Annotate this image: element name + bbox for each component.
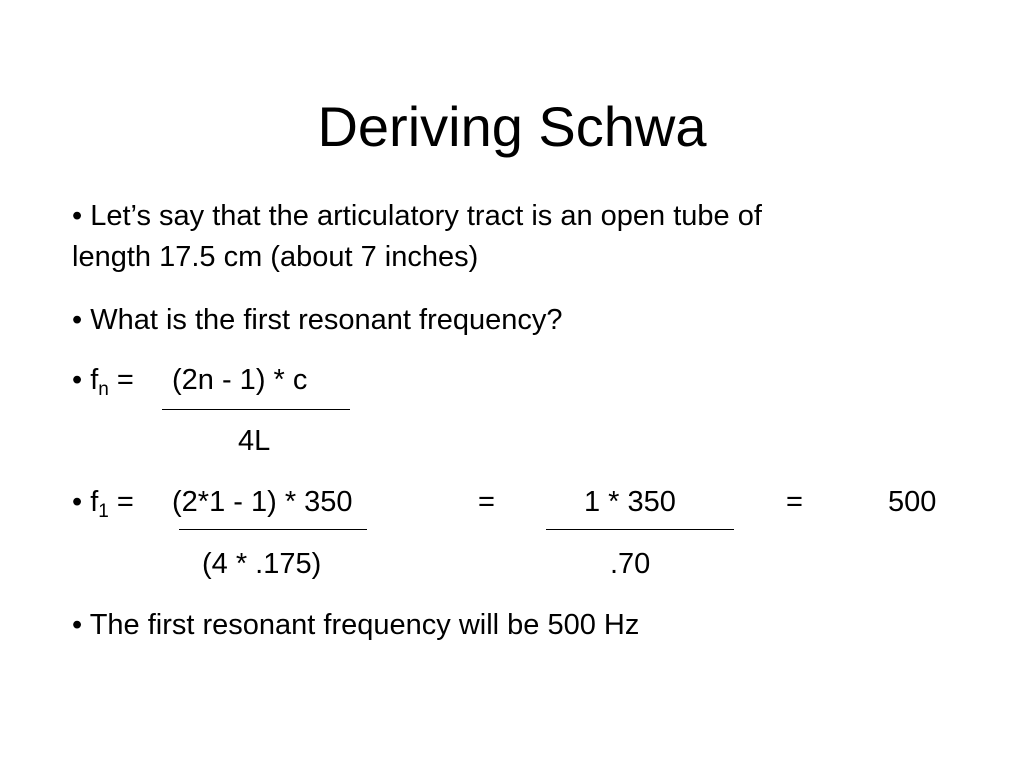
bullet-1-line-2: length 17.5 cm (about 7 inches) <box>72 241 479 273</box>
calculation-fraction-bar-2 <box>546 529 734 530</box>
calculation-denominator-1: (4 * .175) <box>202 548 322 580</box>
bullet-2-text: What is the first resonant frequency? <box>90 304 563 336</box>
calculation-fraction-bar-1 <box>179 529 367 530</box>
formula-equals: = <box>116 364 134 396</box>
bullet-1-text: Let’s say that the articulatory tract is an open tube of <box>90 200 762 232</box>
formula-fraction-bar <box>162 409 350 410</box>
formula-numerator: (2n - 1) * c <box>172 364 308 396</box>
bullet-conclusion <box>72 607 639 643</box>
calculation-equals-3: = <box>786 486 803 518</box>
formula-denominator: 4L <box>238 425 271 457</box>
formula-variable: f <box>90 364 99 396</box>
calculation-numerator-2: 1 * 350 <box>584 486 676 518</box>
calculation-equals-2: = <box>478 486 495 518</box>
formula-lhs <box>72 362 134 398</box>
calculation-subscript: 1 <box>98 501 109 522</box>
calculation-result: 500 <box>888 486 937 518</box>
slide-title: Deriving Schwa <box>317 95 707 158</box>
formula-subscript: n <box>98 379 109 400</box>
bullet-conclusion-text: The first resonant frequency will be 500 Hz <box>89 609 640 641</box>
bullet-marker: • <box>72 609 83 641</box>
bullet-1-line-1 <box>72 198 762 234</box>
calculation-equals-1: = <box>116 486 134 518</box>
bullet-marker: • <box>72 304 83 336</box>
calculation-denominator-2: .70 <box>610 548 651 580</box>
bullet-marker: • <box>72 486 83 518</box>
bullet-2 <box>72 302 563 338</box>
calculation-lhs <box>72 484 134 520</box>
calculation-numerator-1: (2*1 - 1) * 350 <box>172 486 353 518</box>
calculation-variable: f <box>90 486 99 518</box>
bullet-marker: • <box>72 200 83 232</box>
bullet-marker: • <box>72 364 83 396</box>
